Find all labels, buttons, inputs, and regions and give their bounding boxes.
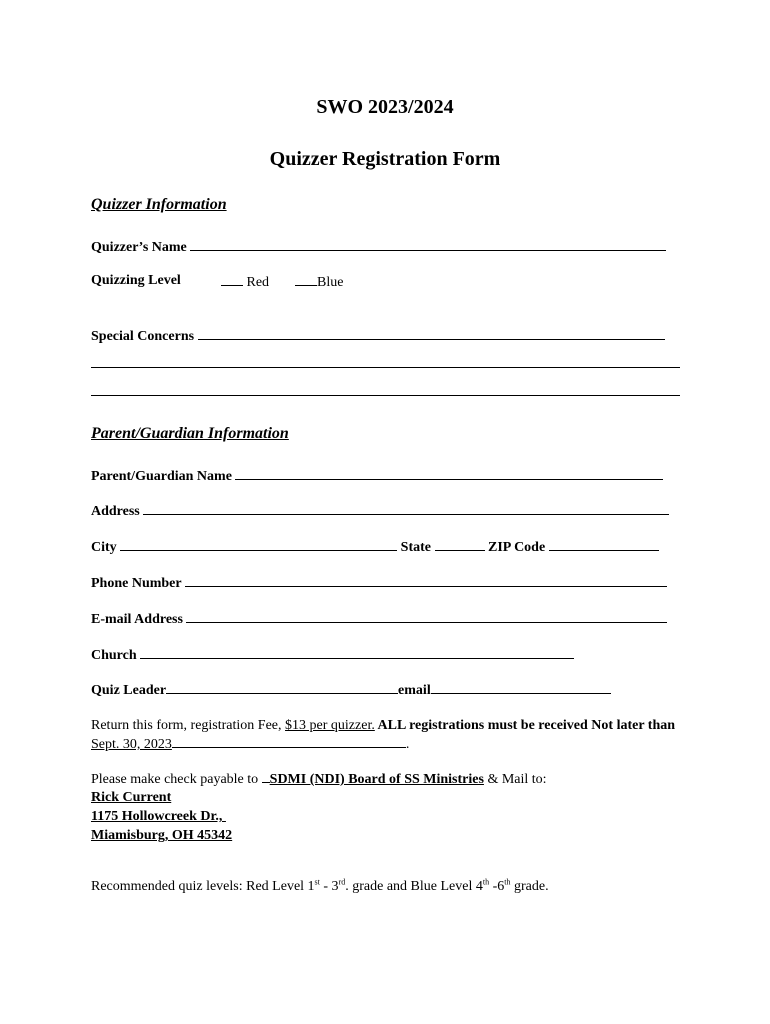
levels-text-2: - 3 <box>319 879 339 894</box>
levels-text-1: Recommended quiz levels: Red Level 1 <box>91 879 315 894</box>
blue-option-label: Blue <box>317 275 344 290</box>
guardian-section-heading: Parent/Guardian Information <box>91 425 289 442</box>
mailing-address <box>91 788 232 845</box>
state-field[interactable] <box>435 538 485 551</box>
church-label: Church <box>91 648 137 663</box>
deadline-underline <box>172 735 406 748</box>
guardian-name-label: Parent/Guardian Name <box>91 469 232 484</box>
special-concerns-line-2[interactable] <box>91 367 680 368</box>
levels-sup-4: th <box>504 877 511 887</box>
mail-to-text: & Mail to: <box>483 772 547 787</box>
city-field[interactable] <box>120 538 397 551</box>
red-checkbox-line[interactable] <box>221 273 243 286</box>
leader-email-field[interactable] <box>431 681 611 694</box>
special-concerns-line-3[interactable] <box>91 395 680 396</box>
email-field[interactable] <box>186 610 667 623</box>
quiz-leader-row <box>91 681 611 699</box>
quizzer-name-row <box>91 238 666 256</box>
state-label: State <box>400 540 431 555</box>
address-row <box>91 502 669 520</box>
payee-lead-underline <box>262 770 270 783</box>
payment-line <box>91 770 547 789</box>
return-note-line-1 <box>91 716 675 735</box>
level-option-blue[interactable] <box>295 273 343 291</box>
quizzer-name-label: Quizzer’s Name <box>91 240 187 255</box>
phone-row <box>91 574 667 592</box>
zip-field[interactable] <box>549 538 659 551</box>
levels-sup-1: st <box>314 877 320 887</box>
address-field[interactable] <box>143 502 669 515</box>
return-note-end: . <box>405 737 410 752</box>
quizzing-level-label: Quizzing Level <box>91 273 181 288</box>
levels-text-4: -6 <box>489 879 505 894</box>
red-option-label: Red <box>246 275 270 290</box>
address-label: Address <box>91 504 140 519</box>
form-subtitle: Quizzer Registration Form <box>269 148 501 170</box>
quiz-leader-field[interactable] <box>166 681 398 694</box>
levels-sup-2: rd <box>338 877 346 887</box>
recipient-name: Rick Current <box>91 790 172 805</box>
blue-checkbox-line[interactable] <box>295 273 317 286</box>
church-row <box>91 646 574 664</box>
return-note-line-2 <box>91 735 409 754</box>
return-note-text: Return this form, registration Fee, <box>91 718 286 733</box>
recommended-levels-note <box>91 877 549 896</box>
levels-text-3: . grade and Blue Level 4 <box>345 879 483 894</box>
special-concerns-label: Special Concerns <box>91 329 195 344</box>
email-label: E-mail Address <box>91 612 183 627</box>
quiz-leader-label: Quiz Leader <box>91 683 167 698</box>
guardian-name-field[interactable] <box>235 467 663 480</box>
levels-sup-3: th <box>482 877 490 887</box>
recipient-street: 1175 Hollowcreek Dr., <box>91 809 226 824</box>
level-option-red[interactable] <box>221 273 269 291</box>
payment-text: Please make check payable to <box>91 772 262 787</box>
payee-name: SDMI (NDI) Board of SS Ministries <box>269 772 484 787</box>
special-concerns-row <box>91 327 665 345</box>
form-title: SWO 2023/2024 <box>316 96 454 118</box>
fee-amount: $13 per quizzer. <box>285 718 375 733</box>
email-row <box>91 610 667 628</box>
city-label: City <box>91 540 117 555</box>
quizzer-name-field[interactable] <box>190 238 666 251</box>
phone-label: Phone Number <box>91 576 182 591</box>
deadline-warning: ALL registrations must be received Not later than <box>374 718 676 733</box>
recipient-city: Miamisburg, OH 45342 <box>91 828 233 843</box>
zip-label: ZIP Code <box>488 540 546 555</box>
phone-field[interactable] <box>185 574 667 587</box>
leader-email-label: email <box>398 683 431 698</box>
levels-text-5: grade. <box>510 879 549 894</box>
city-state-zip-row <box>91 538 659 556</box>
deadline-date: Sept. 30, 2023 <box>91 737 172 752</box>
special-concerns-field[interactable] <box>198 327 665 340</box>
quizzing-level-row <box>91 273 181 289</box>
guardian-name-row <box>91 467 663 485</box>
quizzer-section-heading: Quizzer Information <box>91 196 227 213</box>
church-field[interactable] <box>140 646 574 659</box>
